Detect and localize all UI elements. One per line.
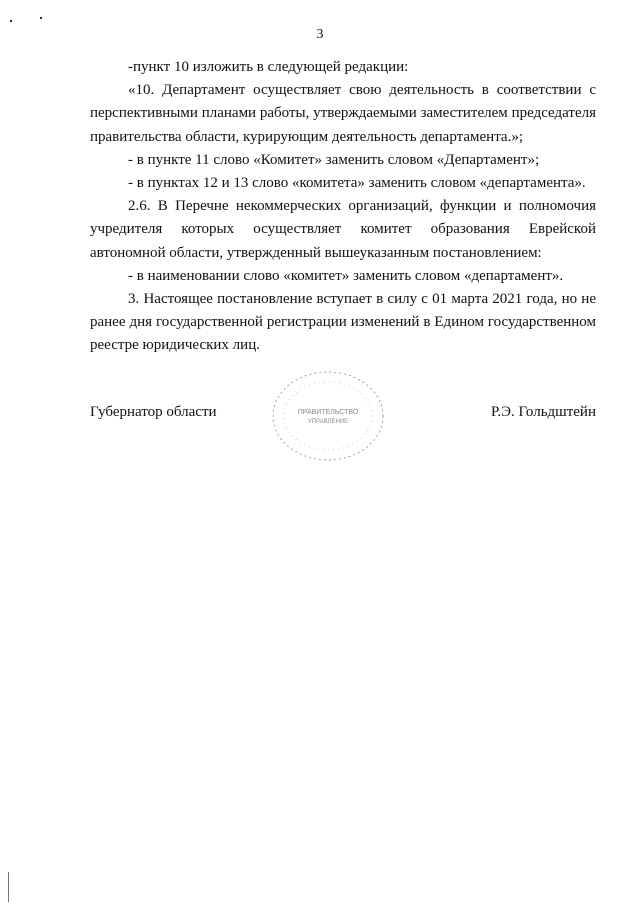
scan-speck [10, 20, 12, 22]
paragraph: - в наименовании слово «комитет» заменить словом «департамент». [128, 267, 564, 284]
paragraph: 3. Настоящее постановление вступает в силу с 01 марта 2021 года, но не ранее дня государственной регистрации изменений в Едином государственном реестре юридических лиц. [90, 291, 596, 354]
scan-speck [40, 17, 42, 19]
signature-block [90, 404, 596, 428]
paragraph: - в пункте 11 слово «Комитет» заменить словом «Департамент»; [128, 151, 540, 168]
signer-name: Р.Э. Гольдштейн [490, 404, 596, 420]
document-body [90, 56, 596, 358]
paragraph: 2.6. В Перечне некоммерческих организаций, функции и полномочия учредителя которых осуществляет комитет образования Еврейской автономной области, утвержденный вышеуказанным постановлением: [90, 198, 596, 261]
seal-text: ПРАВИТЕЛЬСТВО [297, 409, 359, 416]
signer-position: Губернатор области [90, 404, 217, 420]
seal-text: УПРАВЛЕНИЕ [307, 419, 349, 425]
scan-edge-line [8, 872, 9, 902]
paragraph: -пункт 10 изложить в следующей редакции: [128, 59, 409, 75]
paragraph: - в пунктах 12 и 13 слово «комитета» заменить словом «департамента». [128, 175, 586, 192]
page-number: 3 [316, 27, 324, 42]
paragraph: «10. Департамент осуществляет свою деятельность в соответствии с перспективными планами работы, утверждаемыми заместителем председателя правительства области, курирующим деятельность департамента.»; [90, 82, 596, 145]
